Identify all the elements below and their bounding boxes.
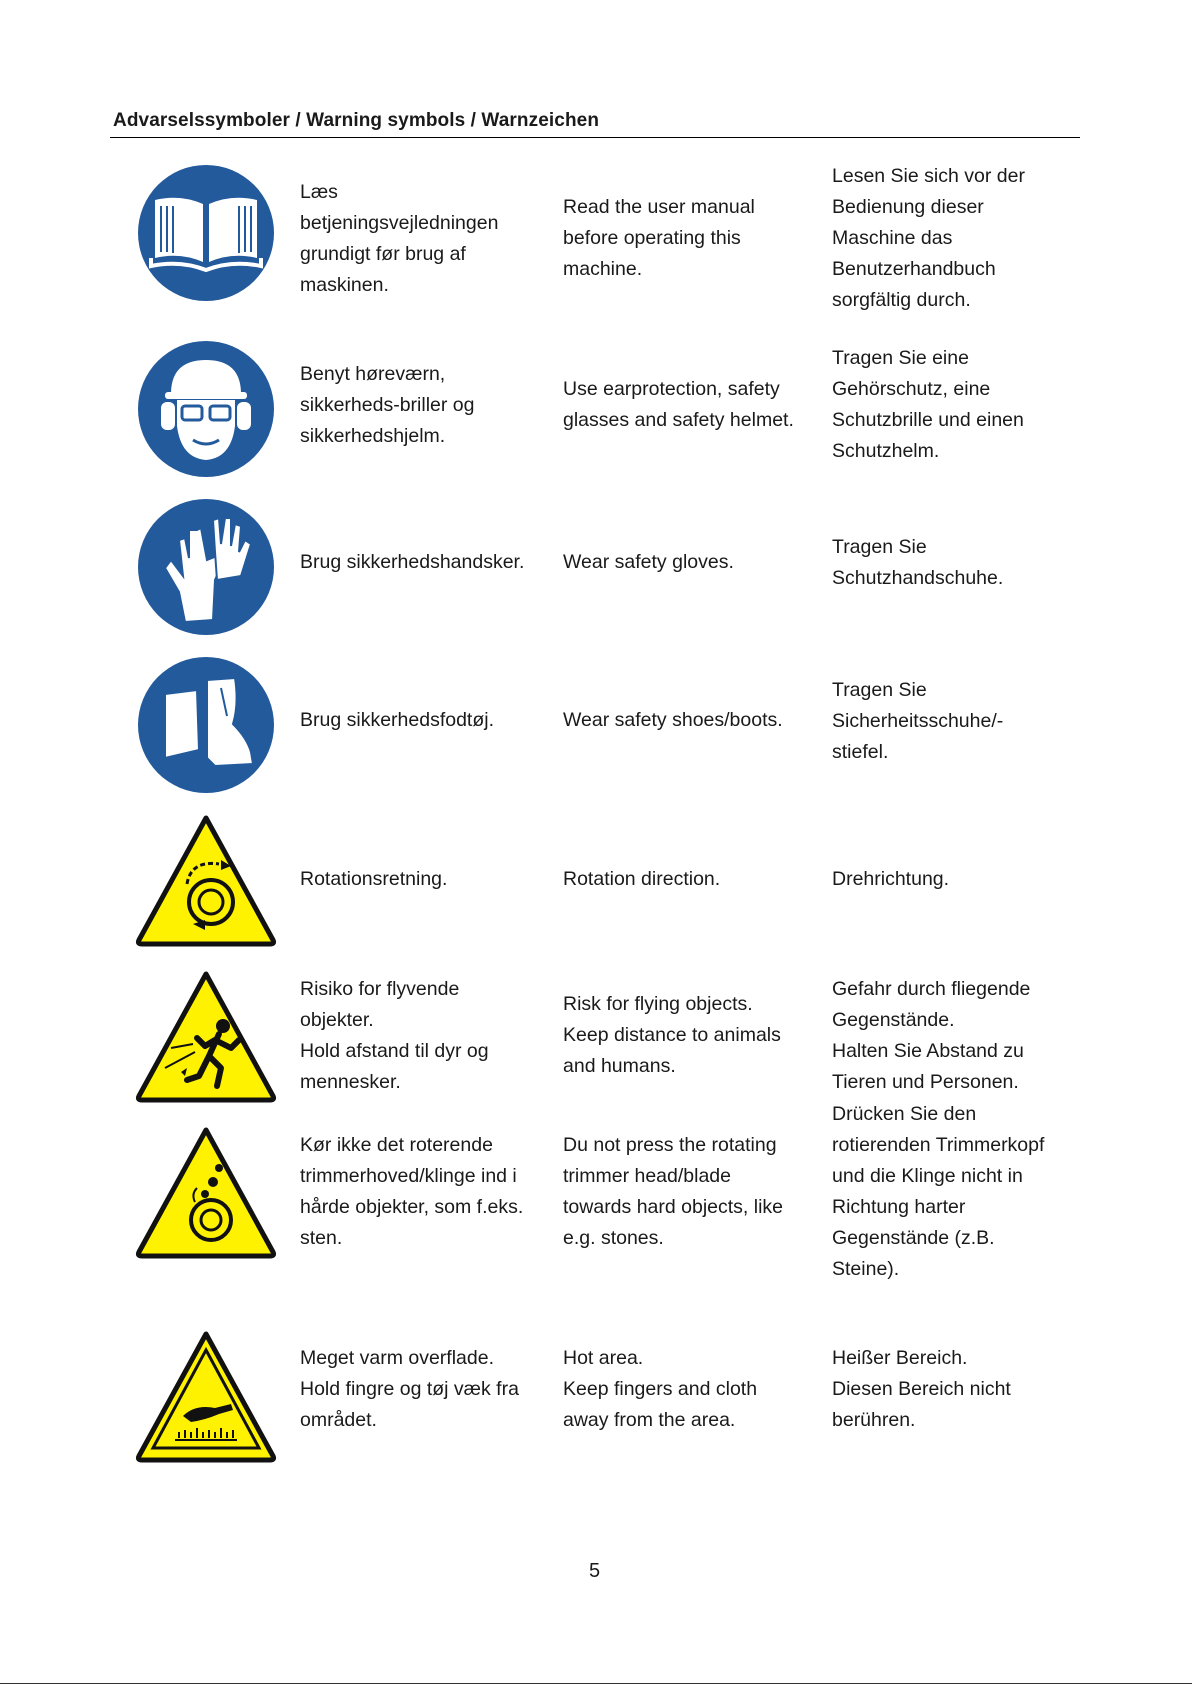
text-danish: Rotationsretning. <box>300 868 448 890</box>
text-english: Hot area. Keep fingers and cloth away from the area. <box>563 1347 758 1431</box>
rotation-direction-icon <box>135 812 277 954</box>
safety-gloves-icon <box>135 496 277 638</box>
text-danish: Brug sikkerhedshandsker. <box>300 551 525 573</box>
text-german: Tragen Sie Sicherheitsschuhe/- stiefel. <box>832 679 1004 763</box>
text-danish: Kør ikke det roterende trimmerhoved/klinge ind i hårde objekter, som f.eks. sten. <box>300 1134 524 1249</box>
text-danish: Risiko for flyvende objekter. Hold afstand til dyr og mennesker. <box>300 978 489 1093</box>
text-english: Du not press the rotating trimmer head/blade towards hard objects, like e.g. stones. <box>563 1134 784 1249</box>
hard-objects-icon <box>135 1124 277 1266</box>
text-german: Heißer Bereich. Diesen Bereich nicht berühren. <box>832 1347 1011 1431</box>
safety-boots-icon <box>135 654 277 796</box>
text-german: Lesen Sie sich vor der Bedienung dieser Maschine das Benutzerhandbuch sorgfältig durch. <box>832 165 1025 311</box>
ear-eye-head-protection-icon <box>135 338 277 480</box>
text-german: Drehrichtung. <box>832 868 950 890</box>
text-english: Read the user manual before operating this machine. <box>563 196 755 280</box>
text-german: Tragen Sie Schutzhandschuhe. <box>832 536 1004 589</box>
text-danish: Brug sikkerhedsfodtøj. <box>300 709 495 731</box>
page-number: 5 <box>589 1560 601 1582</box>
text-english: Wear safety shoes/boots. <box>563 709 783 731</box>
text-english: Rotation direction. <box>563 868 721 890</box>
text-english: Use earprotection, safety glasses and safety helmet. <box>563 378 794 431</box>
page-heading: Advarselssymboler / Warning symbols / Warnzeichen <box>113 110 600 131</box>
heading-rule <box>110 137 1080 138</box>
text-danish: Læs betjeningsvejledningen grundigt før brug af maskinen. <box>300 181 499 296</box>
text-danish: Benyt høreværn, sikkerheds-briller og sikkerhedshjelm. <box>300 363 475 447</box>
text-german: Gefahr durch fliegende Gegenstände. Halten Sie Abstand zu Tieren und Personen. <box>832 978 1031 1093</box>
text-danish: Meget varm overflade. Hold fingre og tøj væk fra området. <box>300 1347 519 1431</box>
text-german: Drücken Sie den rotierenden Trimmerkopf und die Klinge nicht in Richtung harter Gegenstände (z.B. Steine). <box>832 1103 1045 1280</box>
flying-objects-icon <box>135 968 277 1110</box>
footer-rule <box>0 1683 1192 1684</box>
read-manual-icon <box>135 162 277 304</box>
hot-surface-icon <box>135 1328 277 1470</box>
text-english: Risk for flying objects. Keep distance to animals and humans. <box>563 993 781 1077</box>
text-english: Wear safety gloves. <box>563 551 734 573</box>
text-german: Tragen Sie eine Gehörschutz, eine Schutzbrille und einen Schutzhelm. <box>832 347 1024 462</box>
